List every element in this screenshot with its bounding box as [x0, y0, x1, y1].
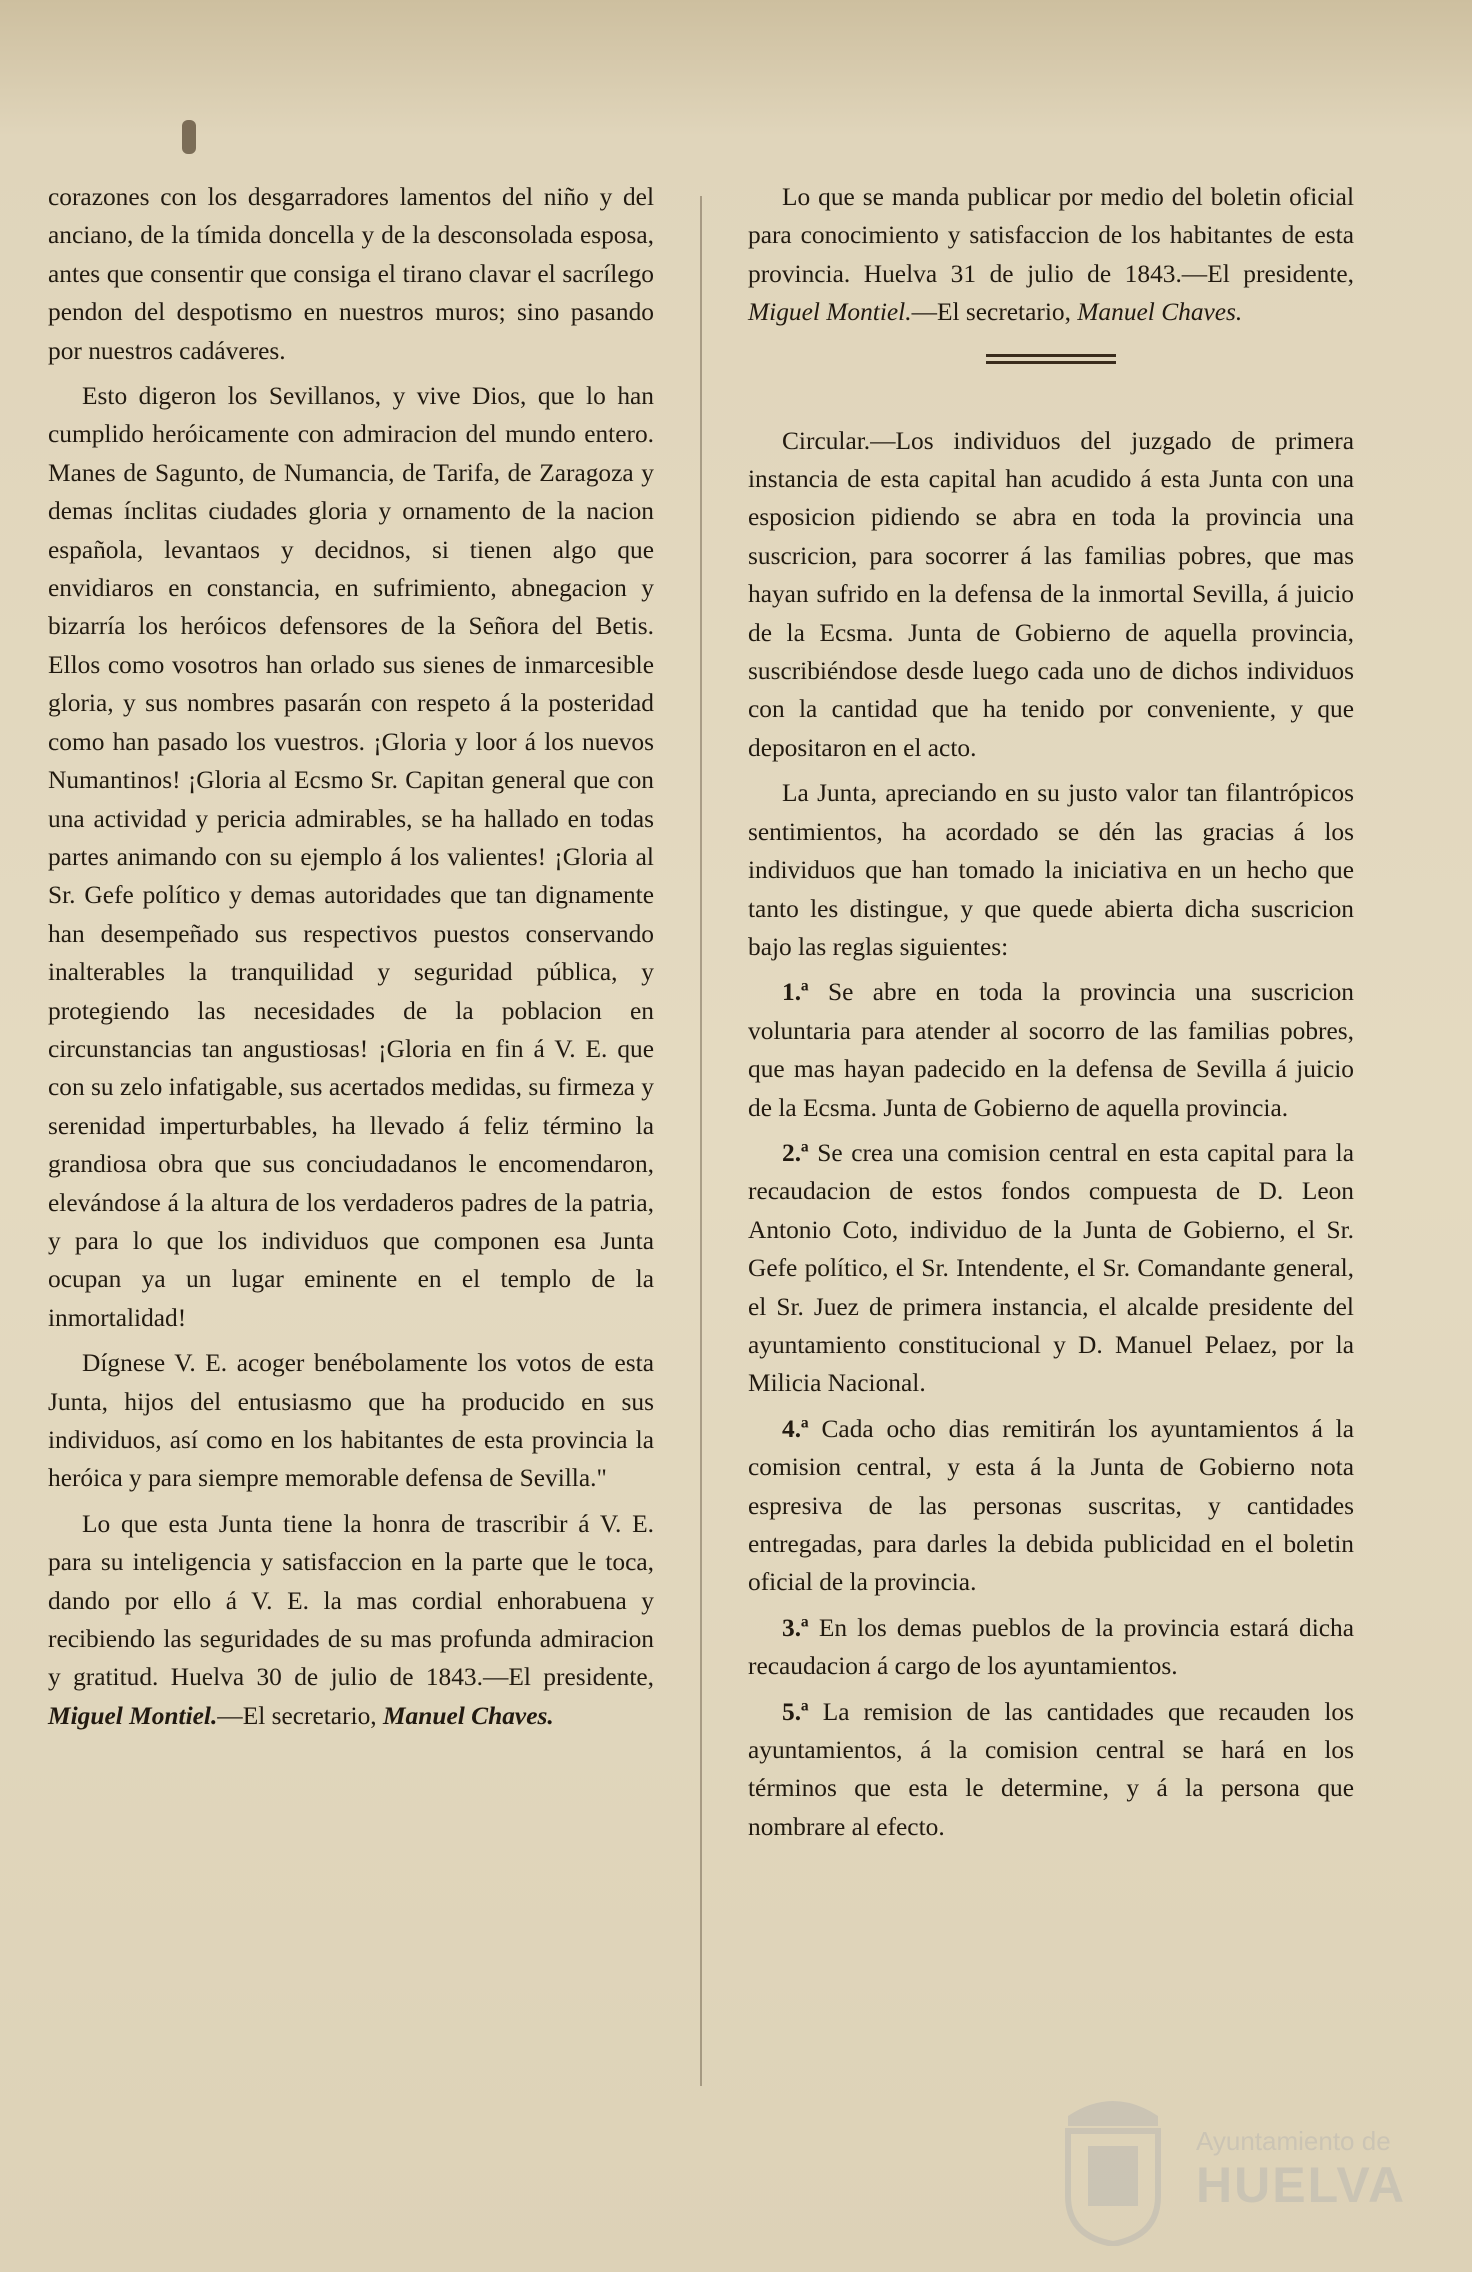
watermark-line1: Ayuntamiento de: [1196, 2126, 1391, 2156]
rule-text: Cada ocho dias remitirán los ayuntamientos á la comision central, y esta á la Junta de Gobierno nota espresiva de las personas suscritas, y cantidades entregadas, para darles la debida publicidad en el boletin oficial de la provincia.: [748, 1414, 1354, 1597]
transcription-text: Lo que esta Junta tiene la honra de trascribir á V. E. para su inteligencia y satisfaccion en la parte que le toca, dando por ello á V. E. la mas cordial enhorabuena y recibiendo las seguridades de su mas profunda admiracion y gratitud. Huelva 30 de julio de 1843.—El presidente,: [48, 1509, 654, 1692]
rule-item: [748, 973, 1354, 1127]
secretary-label-2: —El secretario,: [911, 298, 1071, 327]
president-name-2: Miguel Montiel.: [748, 298, 912, 327]
secretary-label: —El secretario,: [217, 1701, 377, 1730]
paragraph-junta: La Junta, apreciando en su justo valor tan filantrópicos sentimientos, ha acordado se dén las gracias á los individuos que han tomado la iniciativa en un hecho que tanto les distingue, y que quede abierta dicha suscricion bajo las reglas siguientes:: [748, 779, 1354, 961]
rule-text: En los demas pueblos de la provincia estará dicha recaudacion á cargo de los ayuntamientos.: [748, 1613, 1354, 1681]
rule-text: Se abre en toda la provincia una suscricion voluntaria para atender al socorro de las familias pobres, que mas hayan padecido en la defensa de Sevilla á juicio de la Ecsma. Junta de Gobierno de aquella provincia.: [748, 978, 1354, 1122]
president-name: Miguel Montiel.: [48, 1701, 218, 1730]
paragraph-glory: Esto digeron los Sevillanos, y vive Dios, que lo han cumplido heróicamente con admiracion del mundo entero. Manes de Sagunto, de Numancia, de Tarifa, de Zaragoza y demas ínclitas ciudades gloria y ornamento de la nacion española, levantaos y decidnos, si tienen algo que envidiaros en constancia, en sufrimiento, abnegacion y bizarría los heróicos defensores de la Señora del Betis. Ellos como vosotros han orlado sus sienes de inmarcesible gloria, y sus nombres pasarán con respeto á la posteridad como han pasado los vuestros. ¡Gloria y loor á los nuevos Numantinos! ¡Gloria al Ecsmo Sr. Capitan general que con una actividad y pericia admirables, se ha hallado en todas partes animando con su ejemplo á los valientes! ¡Gloria al Sr. Gefe político y demas autoridades que tan dignamente han desempeñado sus respectivos puestos conservando inalterables la tranquilidad y seguridad pública, y protegiendo las necesidades de la poblacion en circunstancias tan angustiosas! ¡Gloria en fin á V. E. que con su zelo infatigable, sus acertados medidas, su firmeza y serenidad imperturbables, ha llevado á feliz término la grandiosa obra que sus conciudadanos le encomendaron, elevándose á la altura de los verdaderos padres de la patria, y para lo que los individuos que componen esa Junta ocupan ya un lugar eminente en el templo de la inmortalidad!: [48, 382, 654, 1332]
rule-number: 2.ª: [782, 1138, 809, 1167]
rule-item: [748, 1134, 1354, 1403]
rule-text: La remision de las cantidades que recauden los ayuntamientos, á la comision central se hará en los términos que esta le determine, y á la persona que nombrare al efecto.: [748, 1697, 1354, 1841]
publication-text: Lo que se manda publicar por medio del boletin oficial para conocimiento y satisfaccion de los habitantes de esta provincia. Huelva 31 de julio de 1843.—El presidente,: [748, 183, 1354, 288]
rule-item: [748, 1609, 1354, 1686]
rule-item: [748, 1693, 1354, 1847]
rule-number: 3.ª: [782, 1613, 809, 1642]
paragraph-lament: corazones con los desgarradores lamentos del niño y del anciano, de la tímida doncella y de la desconsolada esposa, antes que consentir que consiga el tirano clavar el sacrílego pendon del despotismo en nuestros muros; sino pasando por nuestros cadáveres.: [48, 183, 654, 365]
rule-item: [748, 1410, 1354, 1602]
rule-number: 4.ª: [782, 1414, 809, 1443]
watermark-line2: HUELVA: [1196, 2157, 1407, 2213]
rule-number: 5.ª: [782, 1697, 809, 1726]
paragraph-circular: Circular.—Los individuos del juzgado de primera instancia de esta capital han acudido á esta Junta con una esposicion pidiendo se abra en toda la provincia una suscricion, para socorrer á las familias pobres, que mas hayan sufrido en la defensa de la inmortal Sevilla, á juicio de la Ecsma. Junta de Gobierno de aquella provincia, suscribiéndose desde luego cada uno de dichos individuos con la cantidad que ha tenido por conveniente, y que depositaron en el acto.: [748, 426, 1354, 762]
ink-blot: [182, 120, 196, 154]
secretary-name-2: Manuel Chaves.: [1077, 298, 1243, 327]
rule-number: 1.ª: [782, 978, 809, 1007]
right-column: [748, 178, 1354, 1853]
coat-of-arms-icon: [1048, 2086, 1178, 2246]
secretary-name: Manuel Chaves.: [382, 1701, 554, 1730]
column-rule: [700, 196, 702, 2086]
paragraph-publication: [748, 178, 1354, 332]
left-column: [48, 178, 654, 1742]
watermark-logo: [1048, 2086, 1418, 2246]
paragraph-votes: Dígnese V. E. acoger benébolamente los votos de esta Junta, hijos del entusiasmo que ha producido en sus individuos, así como en los habitantes de esta provincia la heróica y para siempre memorable defensa de Sevilla.": [48, 1349, 654, 1493]
rule-text: Se crea una comision central en esta capital para la recaudacion de estos fondos compuesta de D. Leon Antonio Coto, individuo de la Junta de Gobierno, el Sr. Gefe político, el Sr. Intendente, el Sr. Comandante general, el Sr. Juez de primera instancia, el alcalde presidente del ayuntamiento constitucional y D. Manuel Pelaez, por la Milicia Nacional.: [748, 1138, 1354, 1398]
section-separator: [986, 354, 1116, 364]
paragraph-transcription: [48, 1505, 654, 1735]
